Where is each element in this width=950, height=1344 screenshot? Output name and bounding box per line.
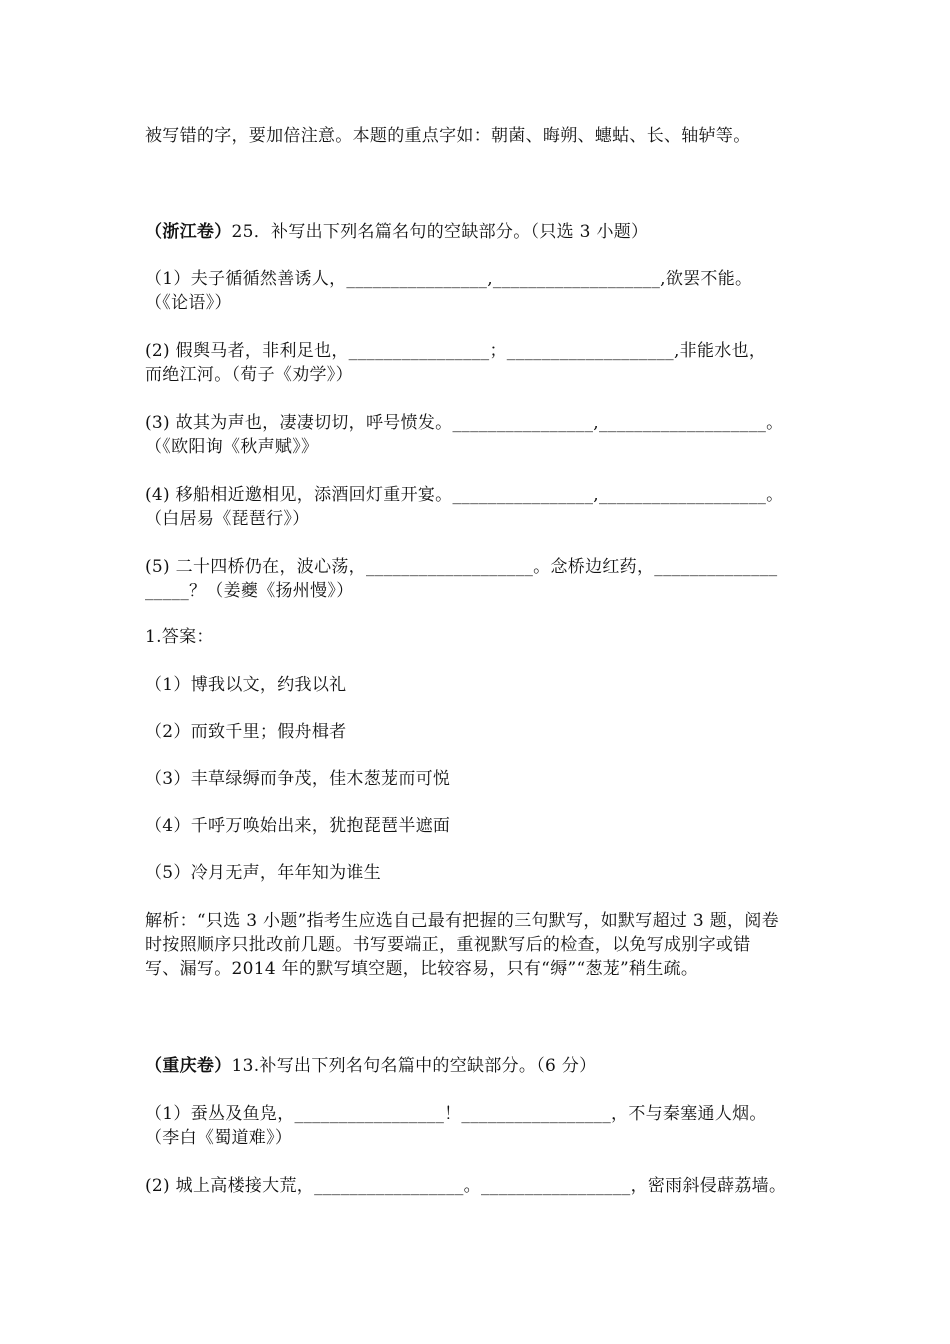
chongqing-q1-line1: （1）蚕丛及鱼凫，_________________！_________________，不与秦塞通人烟。 bbox=[145, 1104, 767, 1124]
chongqing-q2-line1: (2) 城上高楼接大荒，_________________。_________________，密雨斜侵薜荔墙。 bbox=[145, 1176, 787, 1196]
answer-5: （5）冷月无声，年年知为谁生 bbox=[145, 863, 382, 883]
chongqing-question-heading bbox=[145, 1056, 596, 1076]
zhejiang-source-label: （浙江卷） bbox=[145, 222, 232, 242]
analysis-line1: 解析：“只选 3 小题”指考生应选自己最有把握的三句默写，如默写超过 3 题，阅卷 bbox=[145, 911, 779, 931]
analysis-line3: 写、漏写。2014 年的默写填空题，比较容易，只有“缛”“葱茏”稍生疏。 bbox=[145, 959, 699, 979]
answer-1: （1）博我以文，约我以礼 bbox=[145, 675, 347, 695]
answer-3: （3）丰草绿缛而争茂，佳木葱茏而可悦 bbox=[145, 769, 451, 789]
zhejiang-q3-line2: （《欧阳询《秋声赋》》 bbox=[145, 437, 319, 457]
zhejiang-q2-line1: (2) 假舆马者，非利足也，________________；___________________,非能水也， bbox=[145, 341, 767, 361]
zhejiang-q1-line1: （1）夫子循循然善诱人，________________,___________________,欲罢不能。 bbox=[145, 269, 753, 289]
chongqing-heading-text: 13.补写出下列名句名篇中的空缺部分。（6 分） bbox=[231, 1056, 597, 1076]
zhejiang-question-heading bbox=[145, 222, 648, 242]
chongqing-source-label: （重庆卷） bbox=[145, 1056, 232, 1076]
zhejiang-q2-line2: 而绝江河。（荀子《劝学》） bbox=[145, 365, 353, 385]
zhejiang-q3-line1: (3) 故其为声也，凄凄切切，呼号愤发。________________,___________________。 bbox=[145, 413, 784, 433]
intro-line: 被写错的字，要加倍注意。本题的重点字如：朝菌、晦朔、蟪蛄、长、轴轳等。 bbox=[145, 126, 751, 146]
zhejiang-heading-text: 25．补写出下列名篇名句的空缺部分。（只选 3 小题） bbox=[231, 222, 649, 242]
chongqing-q1-line2: （李白《蜀道难》） bbox=[145, 1128, 293, 1148]
zhejiang-q4-line1: (4) 移船相近邀相见，添酒回灯重开宴。________________,___________________。 bbox=[145, 485, 784, 505]
zhejiang-q1-line2: （《论语》） bbox=[145, 293, 232, 313]
zhejiang-q5-line2: _____？（姜夔《扬州慢》） bbox=[145, 581, 354, 601]
answers-title: 1.答案： bbox=[145, 627, 214, 647]
zhejiang-q4-line2: （白居易《琵琶行》） bbox=[145, 509, 310, 529]
zhejiang-q5-line1: (5) 二十四桥仍在，波心荡，___________________。念桥边红药，______________ bbox=[145, 557, 778, 577]
answer-2: （2）而致千里；假舟楫者 bbox=[145, 722, 347, 742]
analysis-line2: 时按照顺序只批改前几题。书写要端正，重视默写后的检查，以免写成别字或错 bbox=[145, 935, 751, 955]
answer-4: （4）千呼万唤始出来，犹抱琵琶半遮面 bbox=[145, 816, 451, 836]
